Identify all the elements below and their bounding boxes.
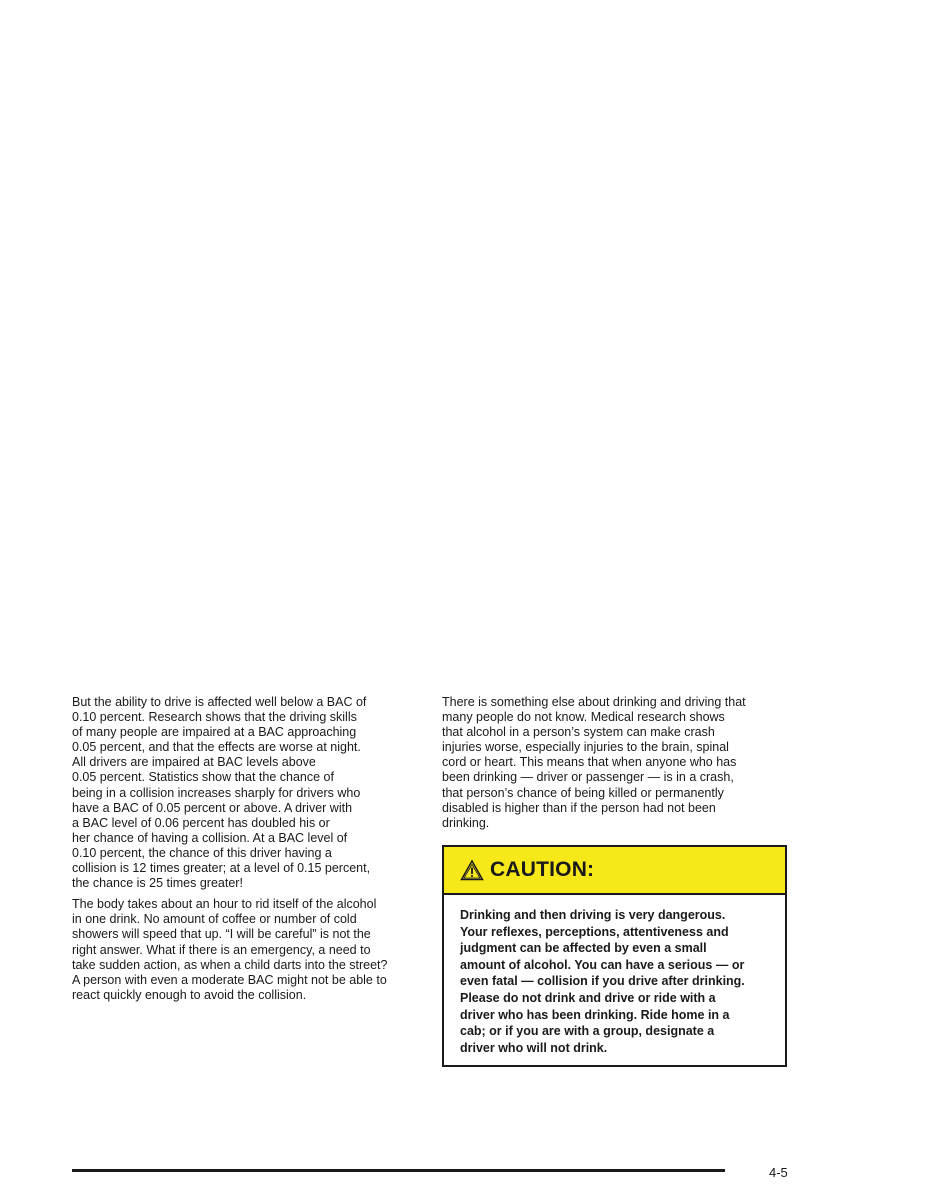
text-line: that alcohol in a person’s system can make crash xyxy=(442,725,715,740)
text-line: take sudden action, as when a child darts into the street? xyxy=(72,957,388,972)
text-line: been drinking — driver or passenger — is in a crash, xyxy=(442,770,734,785)
text-line: 0.05 percent. Statistics show that the chance of xyxy=(72,770,334,785)
caution-text-line: Your reflexes, perceptions, attentiveness and xyxy=(460,924,729,939)
caution-text-line: amount of alcohol. You can have a serious — or xyxy=(460,957,745,972)
paragraph-crash-injuries xyxy=(442,695,787,831)
text-line: have a BAC of 0.05 percent or above. A driver with xyxy=(72,800,353,815)
text-line: the chance is 25 times greater! xyxy=(72,876,243,891)
caution-header xyxy=(444,847,785,895)
text-line: her chance of having a collision. At a BAC level of xyxy=(72,830,348,845)
text-line: showers will speed that up. “I will be careful” is not the xyxy=(72,927,371,942)
page-number: 4-5 xyxy=(769,1165,788,1180)
paragraph-bac-impairment xyxy=(72,695,417,891)
caution-text-line: Please do not drink and drive or ride with a xyxy=(460,990,716,1005)
caution-text-line: judgment can be affected by even a small xyxy=(460,941,707,956)
caution-box xyxy=(442,845,787,1067)
text-line: There is something else about drinking and driving that xyxy=(442,695,746,709)
text-line: disabled is higher than if the person had not been xyxy=(442,800,716,815)
right-column xyxy=(442,695,787,837)
text-line: The body takes about an hour to rid itself of the alcohol xyxy=(72,897,377,912)
text-line: injuries worse, especially injuries to the brain, spinal xyxy=(442,740,729,755)
text-line: 0.10 percent. Research shows that the driving skills xyxy=(72,710,357,725)
caution-text-line: driver who has been drinking. Ride home in a xyxy=(460,1007,730,1022)
caution-text-line: even fatal — collision if you drive after drinking. xyxy=(460,974,745,989)
text-line: many people do not know. Medical research shows xyxy=(442,710,725,725)
text-line: cord or heart. This means that when anyone who has xyxy=(442,755,737,770)
text-line: But the ability to drive is affected well below a BAC of xyxy=(72,695,367,709)
paragraph-alcohol-elimination xyxy=(72,897,417,1003)
warning-triangle-icon xyxy=(460,859,484,881)
text-line: react quickly enough to avoid the collision. xyxy=(72,987,307,1002)
left-column xyxy=(72,695,417,1009)
text-line: that person’s chance of being killed or permanently xyxy=(442,785,724,800)
text-line: collision is 12 times greater; at a level of 0.15 percent, xyxy=(72,861,371,876)
text-line: A person with even a moderate BAC might not be able to xyxy=(72,972,387,987)
text-line: being in a collision increases sharply for drivers who xyxy=(72,785,361,800)
caution-text-line: Drinking and then driving is very dangerous. xyxy=(460,908,726,922)
footer-divider xyxy=(72,1169,725,1172)
text-line: of many people are impaired at a BAC approaching xyxy=(72,725,357,740)
caution-text-line: cab; or if you are with a group, designate a xyxy=(460,1024,715,1039)
text-line: All drivers are impaired at BAC levels above xyxy=(72,755,316,770)
text-line: right answer. What if there is an emergency, a need to xyxy=(72,942,371,957)
caution-title: CAUTION: xyxy=(490,858,595,881)
text-line: a BAC level of 0.06 percent has doubled his or xyxy=(72,815,330,830)
caution-body xyxy=(444,895,785,1056)
text-line: 0.05 percent, and that the effects are worse at night. xyxy=(72,740,361,755)
text-line: in one drink. No amount of coffee or number of cold xyxy=(72,912,357,927)
text-line: drinking. xyxy=(442,815,490,830)
caution-text-line: driver who will not drink. xyxy=(460,1040,608,1055)
text-line: 0.10 percent, the chance of this driver having a xyxy=(72,845,332,860)
